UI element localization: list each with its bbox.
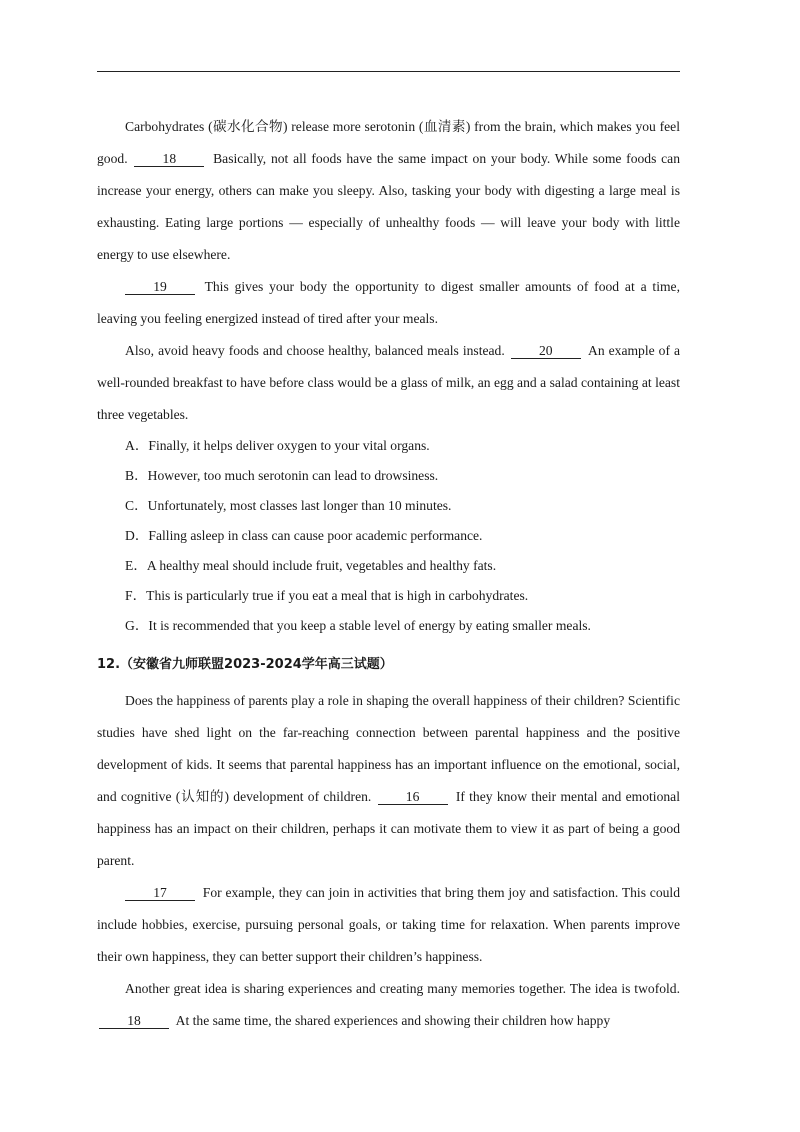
option-text: A healthy meal should include fruit, vegetables and healthy fats. (146, 558, 497, 573)
answer-blank-16[interactable]: 16 (378, 789, 448, 805)
answer-blank-18-q12[interactable]: 18 (99, 1013, 169, 1029)
passage1-paragraph-2 (97, 271, 680, 335)
passage1-paragraph-1 (97, 111, 680, 271)
option-separator: ． (133, 558, 147, 573)
answer-blank-18[interactable]: 18 (134, 151, 204, 167)
option-letter: A (125, 438, 135, 453)
option-d[interactable] (97, 521, 680, 551)
paragraph-text: Another great idea is sharing experiences and creating many memories together. The idea is twofold. (125, 981, 680, 996)
answer-blank-19[interactable]: 19 (125, 279, 195, 295)
header-rule (97, 71, 680, 72)
option-letter: D (125, 528, 135, 543)
option-e[interactable] (97, 551, 680, 581)
option-separator: ． (134, 618, 149, 633)
option-letter: B (125, 468, 135, 483)
paragraph-text: Also, avoid heavy foods and choose healthy, balanced meals instead. (125, 343, 509, 358)
passage1-paragraph-3 (97, 335, 680, 431)
paragraph-text: At the same time, the shared experiences and showing their children how happy (173, 1013, 611, 1028)
document-body (97, 111, 680, 1037)
option-letter: C (125, 498, 135, 513)
option-text: Finally, it helps deliver oxygen to your vital organs. (148, 438, 430, 453)
question12-paragraph-1 (97, 685, 680, 877)
option-separator: ． (134, 498, 148, 513)
paragraph-text: Carbohydrates (碳水化合物) release more serotonin (血清素) from the brain, which makes you feel good. (97, 119, 680, 166)
question12-paragraph-3 (97, 973, 680, 1037)
question-12-heading: 12.（安徽省九师联盟2023-2024学年高三试题） (97, 657, 393, 672)
paragraph-text: For example, they can join in activities that bring them joy and satisfaction. This could include hobbies, exercise, pursuing personal goals, or taking time for relaxation. When parents improve their own happiness, they can better support their children’s happiness. (97, 885, 680, 964)
option-separator: ． (134, 438, 149, 453)
option-text: However, too much serotonin can lead to drowsiness. (147, 468, 439, 483)
paragraph-text: An example of a well-rounded breakfast to have before class would be a glass of milk, an egg and a salad containing at least three vegetables. (97, 343, 681, 422)
answer-options-list (97, 431, 680, 641)
paragraph-text: If they know their mental and emotional happiness has an impact on their children, perhaps it can motivate them to view it as part of being a good parent. (97, 789, 680, 868)
option-text: Unfortunately, most classes last longer than 10 minutes. (147, 498, 452, 513)
option-b[interactable] (97, 461, 680, 491)
option-letter: G (125, 618, 135, 633)
answer-blank-17[interactable]: 17 (125, 885, 195, 901)
question12-paragraph-2 (97, 877, 680, 973)
option-separator: ． (134, 528, 149, 543)
option-letter: E (125, 558, 134, 573)
option-f[interactable] (97, 581, 680, 611)
option-text: It is recommended that you keep a stable level of energy by eating smaller meals. (148, 618, 591, 633)
option-text: Falling asleep in class can cause poor academic performance. (148, 528, 483, 543)
option-separator: ． (132, 588, 147, 603)
option-separator: ． (134, 468, 148, 483)
paragraph-text: This gives your body the opportunity to digest smaller amounts of food at a time, leaving you feeling energized instead of tired after your meals. (97, 279, 680, 326)
option-g[interactable] (97, 611, 680, 641)
option-text: This is particularly true if you eat a meal that is high in carbohydrates. (146, 588, 529, 603)
answer-blank-20[interactable]: 20 (511, 343, 581, 359)
option-a[interactable] (97, 431, 680, 461)
option-letter: F (125, 588, 133, 603)
option-c[interactable] (97, 491, 680, 521)
paragraph-text: Basically, not all foods have the same impact on your body. While some foods can increase your energy, others can make you sleepy. Also, tasking your body with digesting a large meal is exhausting. Eating large portions — especially of unhealthy foods — will leave your body with little energy to use elsewhere. (97, 151, 680, 262)
paragraph-text: Does the happiness of parents play a role in shaping the overall happiness of their children? Scientific studies have shed light on the far-reaching connection between parental happiness and the positive development of kids. It seems that parental happiness has an important influence on the emotional, social, and cognitive (认知的) development of children. (97, 693, 680, 804)
